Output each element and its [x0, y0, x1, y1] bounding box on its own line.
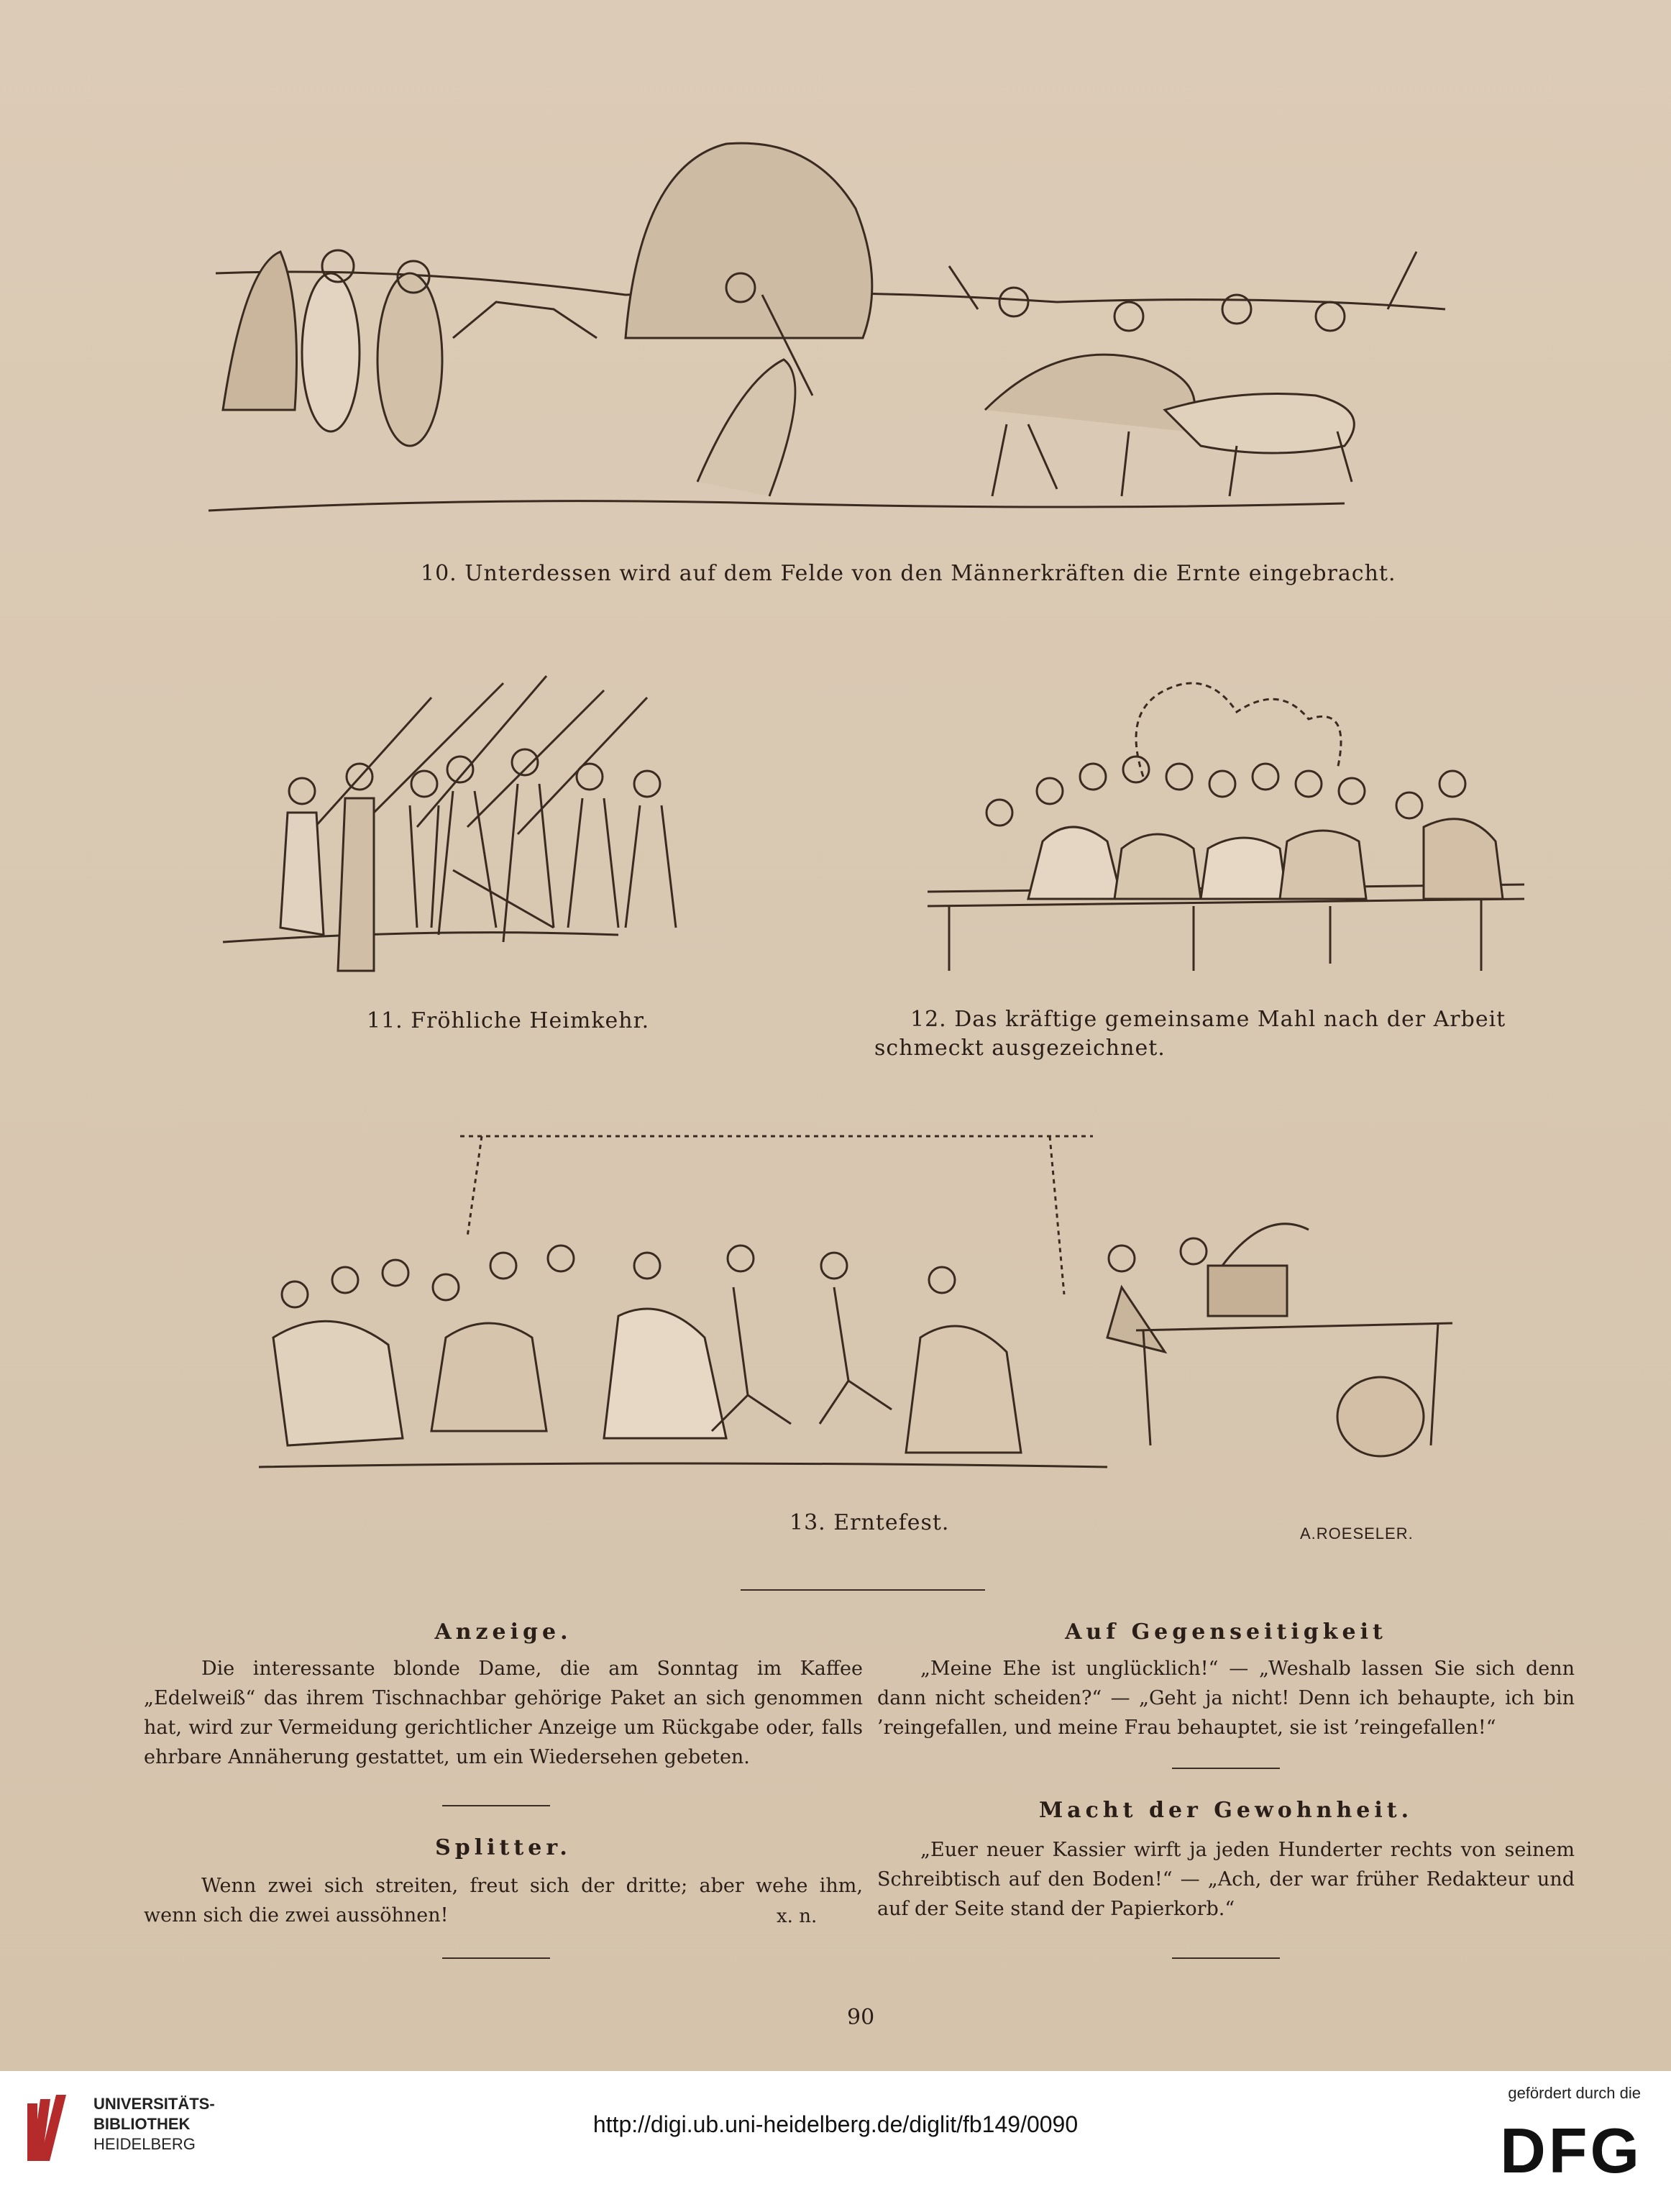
gewohnheit-heading: Macht der Gewohnheit. — [1038, 1798, 1414, 1823]
library-line-3: HEIDELBERG — [93, 2135, 196, 2153]
dfg-logo[interactable]: DFG — [1500, 2115, 1642, 2186]
left-divider-1 — [442, 1805, 550, 1806]
illustration-harvest-field — [194, 122, 1467, 525]
source-url-link[interactable]: http://digi.ub.uni-heidelberg.de/diglit/fb149/0090 — [592, 2111, 1079, 2137]
right-divider-2 — [1172, 1957, 1280, 1959]
caption-13: 13. Erntefest. — [789, 1510, 950, 1535]
gegenseitigkeit-heading: Auf Gegenseitigkeit — [1065, 1619, 1387, 1645]
illustration-shared-meal — [906, 669, 1539, 985]
anzeige-heading: Anzeige. — [434, 1619, 572, 1645]
funding-note: gefördert durch die — [1508, 2084, 1641, 2102]
gegenseitigkeit-text: „Meine Ehe ist unglücklich!“ — „Weshalb lassen Sie sich denn dann nicht scheiden?“ — „Geht ja nicht! Denn ich behaupte, ich bin ’reingefallen, und meine Frau behauptet, sie ist ’reingefallen!“ — [877, 1658, 1575, 1739]
gewohnheit-text: „Euer neuer Kassier wirft ja jeden Hunderter rechts von seinem Schreibtisch auf den Boden!“ — „Ach, der war früher Redakteur und auf der Seite stand der Papierkorb.“ — [877, 1839, 1575, 1920]
splitter-signature: x. n. — [777, 1906, 818, 1927]
caption-11: 11. Fröhliche Heimkehr. — [367, 1008, 650, 1033]
footer-bar — [0, 2071, 1671, 2212]
library-line-1: UNIVERSITÄTS- — [93, 2095, 215, 2113]
section-divider — [741, 1589, 985, 1591]
anzeige-text: Die interessante blonde Dame, die am Sonntag im Kaffee „Edelweiß“ das ihrem Tischnachbar gehörige Paket an sich genommen hat, wird zur Vermeidung gerichtlicher Anzeige um Rückgabe oder, falls ehrbare Annäherung gestattet, um ein Wiedersehen gebeten. — [144, 1658, 863, 1768]
caption-10: 10. Unterdessen wird auf dem Felde von den Männerkräften die Ernte eingebracht. — [421, 561, 1396, 586]
illustration-homecoming — [216, 626, 769, 992]
library-line-2: BIBLIOTHEK — [93, 2115, 191, 2133]
right-divider-1 — [1172, 1768, 1280, 1769]
left-divider-2 — [442, 1957, 550, 1959]
artist-signature: A.ROESELER. — [1300, 1525, 1414, 1543]
page-number: 90 — [847, 2005, 875, 2030]
illustration-harvest-festival — [244, 1122, 1481, 1496]
splitter-text: Wenn zwei sich streiten, freut sich der dritte; aber wehe ihm, wenn sich die zwei aussöhnen! — [144, 1875, 863, 1927]
splitter-heading: Splitter. — [435, 1835, 572, 1860]
caption-12: 12. Das kräftige gemeinsame Mahl nach der Arbeit schmeckt ausgezeichnet. — [874, 1007, 1506, 1061]
